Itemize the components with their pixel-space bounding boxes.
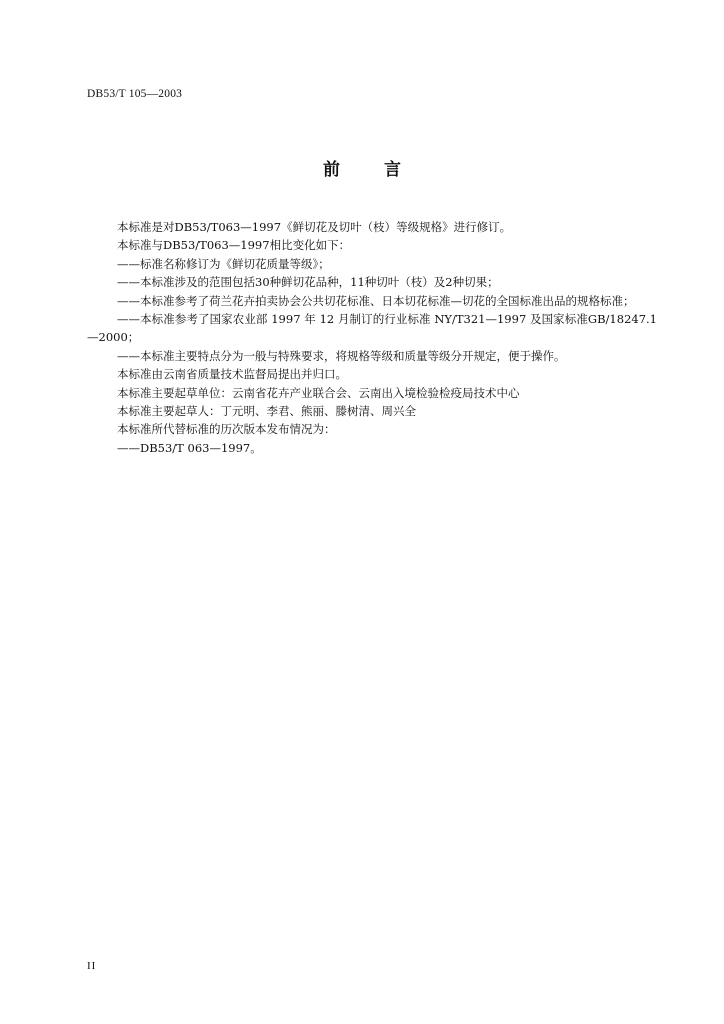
paragraph-change-scope: ——本标准涉及的范围包括30种鲜切花品种，11种切叶（枝）及2种切果； [117, 275, 499, 290]
paragraph-revision: 本标准是对DB53/T063—1997《鲜切花及切叶（枝）等级规格》进行修订。 [117, 220, 512, 234]
paragraph-drafters: 本标准主要起草人：丁元明、李君、熊丽、滕树清、周兴全 [117, 404, 416, 419]
paragraph-history-item: ——DB53/T 063—1997。 [117, 440, 262, 455]
paragraph-proposer: 本标准由云南省质量技术监督局提出并归口。 [117, 367, 347, 382]
document-id: DB53/T 105—2003 [87, 88, 183, 100]
paragraph-change-reference-national: ——本标准参考了国家农业部 1997 年 12 月制订的行业标准 NY/T321—1997 及国家标准GB/18247.1—2000； [87, 312, 657, 345]
paragraph-drafting-units: 本标准主要起草单位：云南省花卉产业联合会、云南出入境检验检疫局技术中心 [117, 385, 520, 400]
paragraph-changes-intro: 本标准与DB53/T063—1997相比变化如下： [117, 238, 351, 253]
foreword-body [87, 218, 657, 457]
page-title: 前言 [323, 160, 445, 180]
paragraph-change-features: ——本标准主要特点分为一般与特殊要求，将规格等级和质量等级分开规定，便于操作。 [117, 348, 566, 363]
paragraph-change-reference-intl: ——本标准参考了荷兰花卉拍卖协会公共切花标准、日本切花标准—切花的全国标准出品的规格标准； [117, 293, 635, 308]
paragraph-change-title: ——标准名称修订为《鲜切花质量等级》； [117, 256, 330, 271]
page-number: II [87, 960, 97, 972]
paragraph-history-intro: 本标准所代替标准的历次版本发布情况为： [117, 422, 336, 437]
